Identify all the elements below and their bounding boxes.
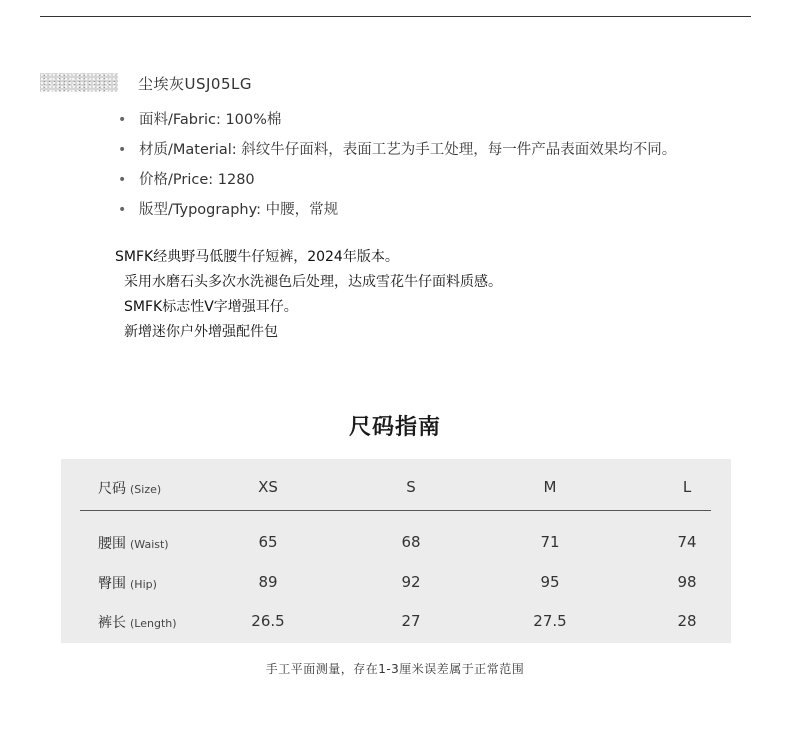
label-cn: 裤长 (98, 615, 126, 631)
table-cell: 27.5 (533, 612, 567, 630)
table-cell: 89 (258, 573, 278, 591)
label-en: (Hip) (130, 578, 157, 591)
top-divider (40, 16, 751, 17)
label-cn: 臀围 (98, 576, 126, 592)
spec-text: 材质/Material: 斜纹牛仔面料，表面工艺为手工处理，每一件产品表面效果均不同。 (139, 142, 677, 158)
size-s: S (406, 478, 416, 496)
bullet-icon: • (118, 112, 127, 128)
size-m: M (543, 478, 557, 496)
color-swatch-icon (40, 73, 118, 92)
header-divider (80, 510, 711, 511)
label-en: (Length) (130, 617, 177, 630)
spec-text: 价格/Price: 1280 (139, 172, 255, 188)
bullet-icon: • (118, 202, 127, 218)
spec-text: 版型/Typography: 中腰，常规 (139, 202, 339, 218)
size-guide-title: 尺码指南 (348, 415, 441, 440)
product-description (115, 245, 502, 345)
row-label (98, 533, 169, 553)
description-line: 新增迷你户外增强配件包 (124, 324, 278, 340)
table-cell: 65 (258, 533, 278, 551)
label-en: (Size) (130, 483, 162, 496)
table-cell: 68 (401, 533, 421, 551)
row-label (98, 612, 177, 632)
description-line: SMFK经典野马低腰牛仔短裤，2024年版本。 (115, 249, 399, 265)
label-en: (Waist) (130, 538, 169, 551)
table-cell: 92 (401, 573, 421, 591)
table-cell: 95 (540, 573, 560, 591)
size-header-row (61, 474, 731, 504)
table-cell: 98 (677, 573, 697, 591)
size-table (61, 459, 731, 643)
table-cell: 26.5 (251, 612, 285, 630)
size-xs: XS (258, 478, 278, 496)
color-name: 尘埃灰USJ05LG (138, 75, 252, 93)
label-cn: 尺码 (98, 481, 126, 497)
table-row-hip (61, 569, 731, 599)
bullet-icon: • (118, 142, 127, 158)
measurement-note: 手工平面测量，存在1-3厘米误差属于正常范围 (265, 662, 525, 676)
size-l: L (682, 478, 692, 496)
row-label (98, 478, 161, 498)
bullet-icon: • (118, 172, 127, 188)
table-row-waist (61, 529, 731, 559)
table-cell: 27 (401, 612, 421, 630)
description-line: 采用水磨石头多次水洗褪色后处理，达成雪花牛仔面料质感。 (124, 274, 502, 290)
table-cell: 28 (677, 612, 697, 630)
row-label (98, 573, 157, 593)
description-line: SMFK标志性V字增强耳仔。 (124, 299, 298, 315)
table-cell: 74 (677, 533, 697, 551)
spec-text: 面料/Fabric: 100%棉 (139, 112, 282, 128)
table-row-length (61, 608, 731, 638)
table-cell: 71 (540, 533, 560, 551)
label-cn: 腰围 (98, 536, 126, 552)
